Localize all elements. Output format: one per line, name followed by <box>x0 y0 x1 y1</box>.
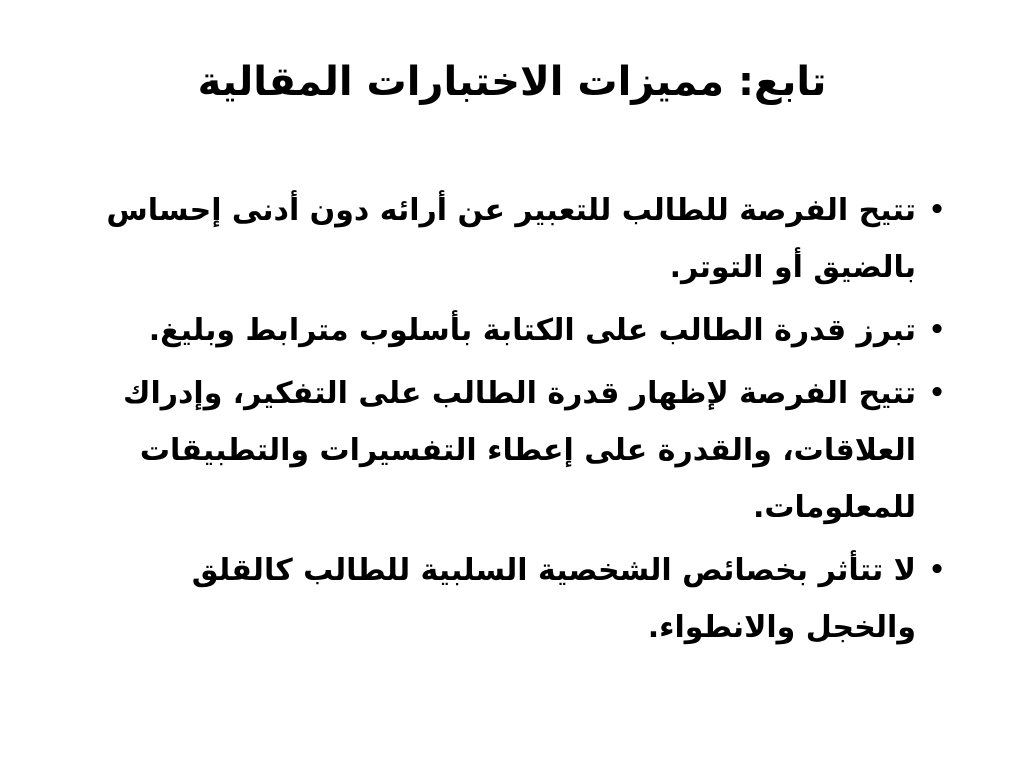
bullet-dot-icon: • <box>928 195 946 225</box>
bullet-dot-icon: • <box>928 555 946 585</box>
bullet-list <box>86 182 946 662</box>
bullet-text: تتيح الفرصة للطالب للتعبير عن أرائه دون أدنى إحساس بالضيق أو التوتر. <box>106 193 916 285</box>
bullet-dot-icon: • <box>928 378 946 408</box>
bullet-text: تبرز قدرة الطالب على الكتابة بأسلوب مترابط وبليغ. <box>148 313 916 348</box>
slide-title: تابع: مميزات الاختبارات المقالية <box>197 59 827 105</box>
bullet-dot-icon: • <box>928 315 946 345</box>
bullet-item <box>86 542 946 656</box>
bullet-item <box>86 182 946 296</box>
bullet-item <box>86 302 946 359</box>
bullet-item <box>86 365 946 536</box>
bullet-text: لا تتأثر بخصائص الشخصية السلبية للطالب كالقلق والخجل والانطواء. <box>191 553 916 645</box>
bullet-text: تتيح الفرصة لإظهار قدرة الطالب على التفكير، وإدراك العلاقات، والقدرة على إعطاء التفسيرات والتطبيقات للمعلومات. <box>122 376 916 525</box>
